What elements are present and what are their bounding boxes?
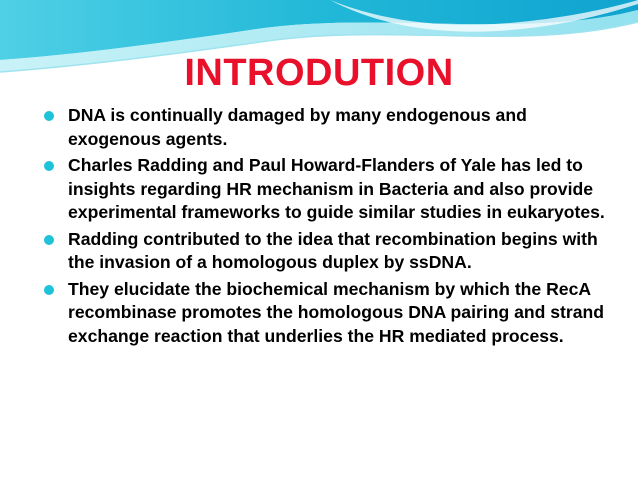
bullet-text: They elucidate the biochemical mechanism by which the RecA recombinase promotes the homologous DNA pairing and strand exchange reaction that underlies the HR mediated process. (68, 278, 605, 346)
bullet-dot-icon (44, 161, 54, 171)
bullet-item (44, 154, 614, 225)
bullet-item (44, 278, 614, 349)
bullet-list (44, 104, 614, 351)
slide-title: INTRODUTION (184, 52, 454, 94)
bullet-item (44, 228, 614, 275)
bullet-text: DNA is continually damaged by many endogenous and exogenous agents. (68, 105, 527, 149)
bullet-item (44, 104, 614, 151)
bullet-dot-icon (44, 235, 54, 245)
bullet-text: Charles Radding and Paul Howard-Flanders of Yale has led to insights regarding HR mechanism in Bacteria and also provide experimental frameworks to guide similar studies in eukaryotes. (68, 155, 605, 222)
bullet-dot-icon (44, 111, 54, 121)
bullet-dot-icon (44, 285, 54, 295)
bullet-text: Radding contributed to the idea that recombination begins with the invasion of a homologous duplex by ssDNA. (68, 228, 598, 272)
